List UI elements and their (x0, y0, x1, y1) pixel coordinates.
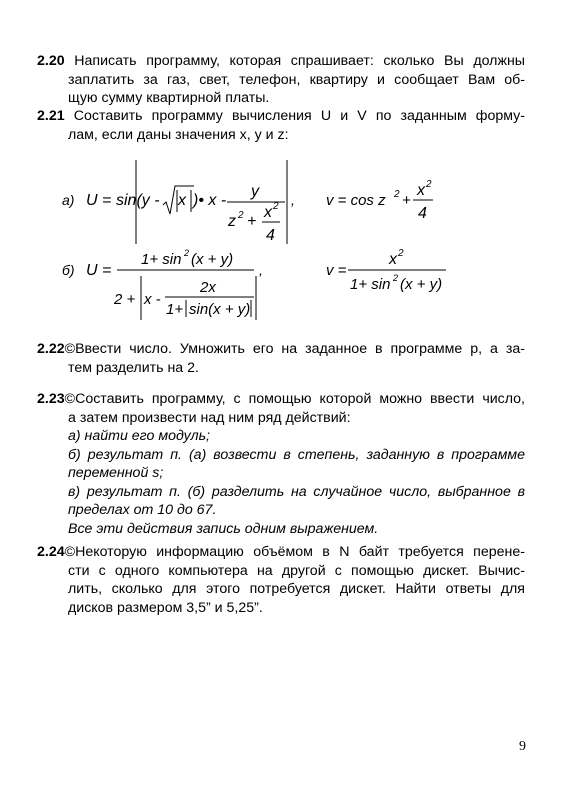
v-plus: + (402, 192, 411, 209)
problem-2-23-line-1: 2.23©Составить программу, с помощью которой можно ввести число, (37, 391, 525, 407)
problem-2-20-line-3: щую сумму квартирной платы. (68, 90, 270, 106)
problem-2-20-line-2: заплатить за газ, свет, телефон, квартиру и сообщает Вам об- (68, 71, 525, 88)
v-x-exp: 2 (426, 179, 432, 190)
problem-2-21-line-2: лам, если даны значения x, y и z: (68, 126, 289, 143)
problem-2-23-summary: Все эти действия запись одним выражением. (68, 520, 379, 537)
b-den-inner: 1+ (166, 301, 184, 318)
z-exp: 2 (238, 210, 244, 221)
problem-2-23 (37, 390, 525, 538)
v-cos: v = cos z (326, 192, 386, 209)
frac-num-y: y (251, 183, 259, 200)
problem-2-24-line-2: сти с одного компьютера на другой с помощью дискет. Вычис- (68, 562, 525, 579)
b-den-x: x - (144, 291, 161, 308)
problem-2-24-line-4: дисков размером 3,5” и 5,25”. (68, 599, 263, 616)
problem-2-22-line-2: тем разделить на 2. (68, 359, 199, 376)
b-den-sin: sin(x + y) (189, 301, 251, 318)
problem-2-22 (37, 340, 525, 377)
problem-2-23-item-a: а) найти его модуль; (68, 428, 210, 444)
problem-2-23-item-b-cont: переменной s; (68, 465, 164, 481)
x-exp: 2 (273, 201, 279, 212)
problem-2-24-line-3: лить, сколько для этого потребуется дискет. Найти ответы для (68, 581, 525, 597)
vb-den-exp: 2 (393, 273, 399, 283)
vb-den: 1+ sin (350, 276, 391, 293)
problem-number: 2.21 (37, 108, 65, 124)
b-den-2plus: 2 + (114, 291, 136, 308)
sin-open: sin(y - (116, 192, 160, 209)
plus: + (247, 213, 257, 230)
b-num-tail: (x + y) (191, 251, 234, 268)
z-exp-v: 2 (394, 189, 400, 200)
v-x-num: x (417, 182, 425, 199)
u-equals-b: U = (86, 262, 112, 279)
four-den: 4 (266, 227, 275, 244)
problem-2-23-line-2: а затем произвести над ним ряд действий: (68, 409, 351, 426)
problem-number: 2.22 (37, 341, 65, 357)
problem-2-20-line-1: 2.20 Написать программу, которая спрашивает: сколько Вы должны (37, 53, 525, 69)
comma-b: , (259, 262, 263, 278)
problem-number: 2.24 (37, 544, 65, 560)
label-a: а) (62, 192, 75, 208)
problem-2-24-line-1: 2.24©Некоторую информацию объёмом в N байт требуется перене- (37, 544, 525, 560)
vb-x-exp: 2 (398, 248, 404, 259)
b-num-exp: 2 (184, 248, 190, 258)
v-four: 4 (418, 205, 427, 222)
expr-tail: )• x - (193, 192, 227, 209)
problem-2-24 (37, 543, 525, 617)
abs-x: x (178, 192, 186, 209)
u-equals: U = (86, 192, 112, 209)
label-b: б) (62, 262, 75, 278)
v-equals-b: v = (326, 262, 347, 279)
problem-2-23-item-c-cont: пределах от 10 до 67. (68, 502, 217, 518)
problem-2-21-line-1: 2.21 Составить программу вычисления U и V по заданным форму- (37, 108, 525, 124)
problem-2-22-line-1: 2.22©Ввести число. Умножить его на заданное в программе p, а за- (37, 341, 525, 357)
page-number: 9 (519, 739, 526, 754)
b-num: 1+ sin (141, 251, 182, 268)
z-base: z (228, 213, 236, 230)
problem-2-23-item-b: б) результат п. (а) возвести в степень, заданную в программе (68, 446, 525, 463)
comma-a: , (291, 192, 295, 208)
problem-number: 2.20 (37, 53, 65, 69)
b-den-2x: 2x (200, 279, 216, 296)
problem-number: 2.23 (37, 391, 65, 407)
vb-den-tail: (x + y) (400, 276, 443, 293)
problem-2-23-item-c: в) результат п. (б) разделить на случайное число, выбранное в (68, 483, 525, 500)
x-num: x (264, 204, 272, 221)
vb-x-num: x (389, 251, 397, 268)
